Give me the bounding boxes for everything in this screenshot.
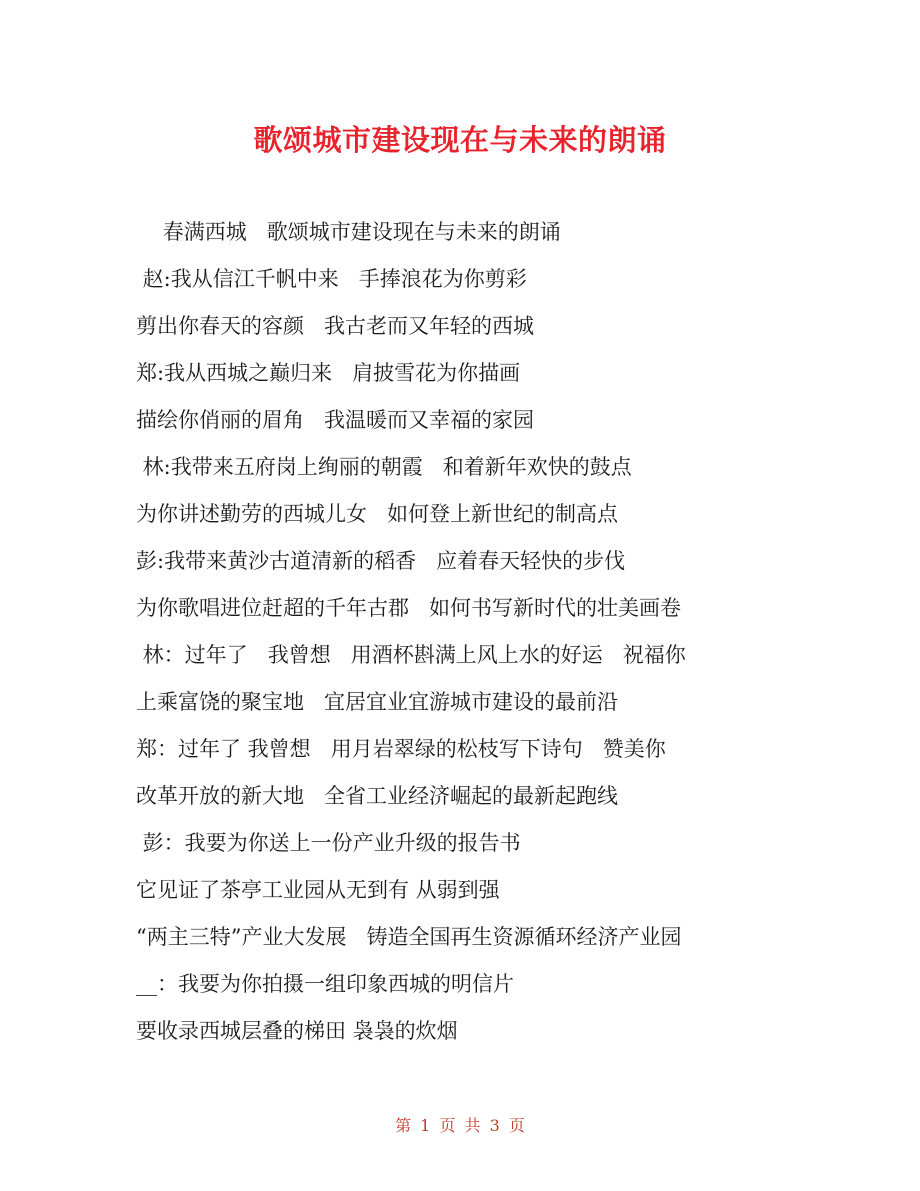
text-line: “两主三特”产业大发展 铸造全国再生资源循环经济产业园 [136, 925, 682, 949]
text-line: 上乘富饶的聚宝地 宜居宜业宜游城市建设的最前沿 [136, 690, 619, 714]
text-line: 要收录西城层叠的梯田 袅袅的炊烟 [136, 1019, 458, 1043]
text-line: 为你歌唱进位赶超的千年古郡 如何书写新时代的壮美画卷 [136, 596, 682, 620]
text-line: 描绘你俏丽的眉角 我温暖而又幸福的家园 [136, 408, 535, 432]
text-line: 剪出你春天的容颜 我古老而又年轻的西城 [136, 314, 535, 338]
text-line: 林：过年了 我曾想 用酒杯斟满上风上水的好运 祝福你 [136, 643, 686, 667]
text-line: 彭：我要为你送上一份产业升级的报告书 [136, 831, 521, 855]
text-line: 为你讲述勤劳的西城儿女 如何登上新世纪的制高点 [136, 502, 619, 526]
page-number-footer: 第 1 页 共 3 页 [395, 1116, 525, 1135]
text-line: 郑：过年了 我曾想 用月岩翠绿的松枝写下诗句 赞美你 [136, 737, 666, 761]
text-line: 林:我带来五府岗上绚丽的朝霞 和着新年欢快的鼓点 [136, 455, 632, 479]
text-line: 它见证了茶亭工业园从无到有 从弱到强 [136, 878, 500, 902]
document-body [136, 216, 796, 1062]
text-line: __：我要为你拍摄一组印象西城的明信片 [136, 972, 514, 996]
document-title: 歌颂城市建设现在与未来的朗诵 [253, 123, 667, 157]
text-line: 春满西城 歌颂城市建设现在与未来的朗诵 [136, 220, 561, 244]
text-line: 郑:我从西城之巅归来 肩披雪花为你描画 [136, 361, 521, 385]
text-line: 彭:我带来黄沙古道清新的稻香 应着春天轻快的步伐 [136, 549, 626, 573]
text-line: 改革开放的新大地 全省工业经济崛起的最新起跑线 [136, 784, 619, 808]
text-line: 赵:我从信江千帆中来 手捧浪花为你剪彩 [136, 267, 527, 291]
